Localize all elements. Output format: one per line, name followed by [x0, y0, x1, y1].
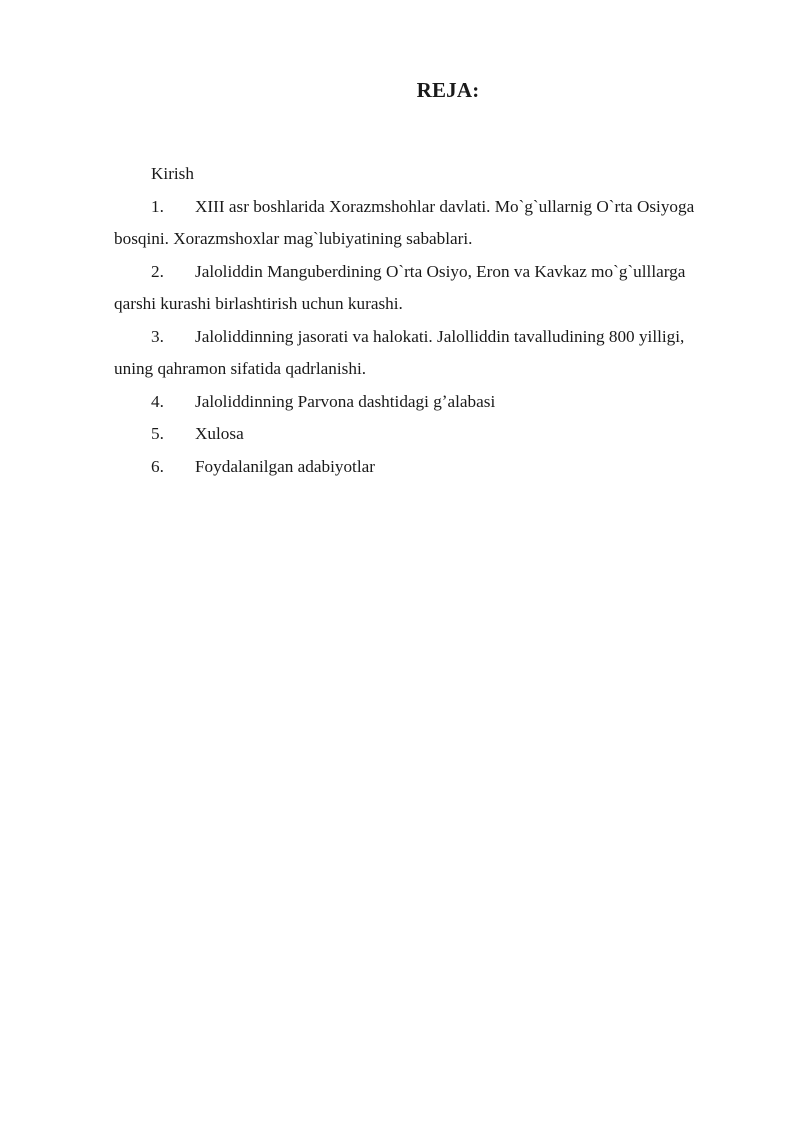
- plan-item-6: [114, 451, 744, 484]
- item-text-continuation: bosqini. Xorazmshoxlar mag`lubiyatining sabablari.: [114, 229, 473, 248]
- item-text: Xulosa: [195, 424, 244, 443]
- item-text-continuation: qarshi kurashi birlashtirish uchun kurashi.: [114, 294, 403, 313]
- plan-item-5: [114, 418, 744, 451]
- item-text: Jaloliddinning jasorati va halokati. Jalolliddin tavalludining 800 yilligi,: [195, 326, 685, 346]
- item-text: Foydalanilgan adabiyotlar: [195, 456, 375, 476]
- item-number: 4.: [151, 391, 164, 411]
- intro-line: Kirish: [151, 164, 194, 183]
- item-number: 1.: [151, 196, 164, 216]
- plan-list: [114, 158, 744, 483]
- item-number: 2.: [151, 261, 164, 281]
- item-text: XIII asr boshlarida Xorazmshohlar davlati. Mo`g`ullarnig O`rta Osiyoga: [195, 196, 695, 216]
- page-title: REJA:: [416, 78, 480, 102]
- plan-item-4: [114, 386, 744, 419]
- item-number: 6.: [151, 456, 164, 476]
- item-text: Jaloliddin Manguberdining O`rta Osiyo, Eron va Kavkaz mo`g`ulllarga: [195, 261, 686, 281]
- plan-item-3: [114, 321, 744, 386]
- plan-item-2: [114, 256, 744, 321]
- item-number: 3.: [151, 326, 164, 346]
- item-text: Jaloliddinning Parvona dashtidagi gʼalabasi: [195, 391, 496, 411]
- plan-item-1: [114, 191, 744, 256]
- item-number: 5.: [151, 424, 164, 443]
- item-text-continuation: uning qahramon sifatida qadrlanishi.: [114, 359, 367, 378]
